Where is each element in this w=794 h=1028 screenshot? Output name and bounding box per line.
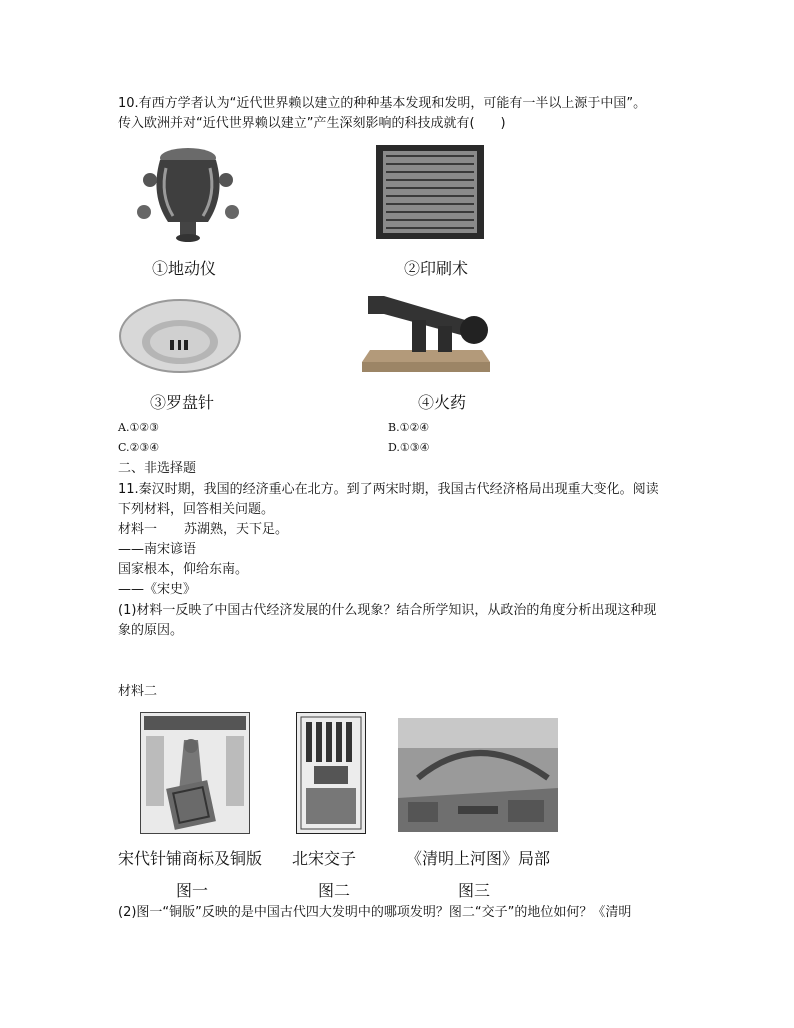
needle-shop-label-image: [140, 712, 250, 834]
compass-bowl-image: [118, 296, 242, 376]
caption-seismograph: ①地动仪: [152, 259, 217, 278]
sub-question-1-line1: (1)材料一反映了中国古代经济发展的什么现象？结合所学知识，从政治的角度分析出现这种现: [118, 603, 657, 618]
seismograph-image: [128, 140, 248, 245]
cannon-image: [362, 290, 490, 374]
caption-printing: ②印刷术: [404, 259, 469, 278]
material1-text: 苏湖熟，天下足。: [184, 522, 289, 537]
sub-question-1-line2: 象的原因。: [118, 623, 184, 638]
jiaozi-note-image: [296, 712, 366, 834]
material1-text2: 国家根本，仰给东南。: [118, 562, 249, 577]
option-c[interactable]: C.②③④: [118, 441, 160, 454]
figure1-label: 图一: [176, 881, 209, 900]
material1-source2: ——《宋史》: [118, 582, 197, 597]
q11-stem-line2: 下列材料，回答相关问题。: [118, 502, 275, 517]
q11-stem-line1: 11.秦汉时期，我国的经济重心在北方。到了两宋时期，我国古代经济格局出现重大变化。阅读: [118, 482, 659, 497]
figure3-label: 图三: [458, 881, 491, 900]
printing-block-image: [376, 145, 484, 239]
figure2-label: 图二: [318, 881, 351, 900]
figure2-caption: 北宋交子: [292, 849, 357, 868]
figure3-caption: 《清明上河图》局部: [406, 849, 551, 868]
section2-heading: 二、非选择题: [118, 461, 197, 476]
q10-stem-line1: 10.有西方学者认为“近代世界赖以建立的种种基本发现和发明，可能有一半以上源于中国”。: [118, 96, 647, 111]
figure1-caption: 宋代针铺商标及铜版: [118, 849, 263, 868]
option-a[interactable]: A.①②③: [118, 421, 160, 434]
material2-label: 材料二: [118, 684, 158, 699]
sub-question-2-line1: (2)图一“铜版”反映的是中国古代四大发明中的哪项发明？图二“交子”的地位如何？《清明: [118, 905, 632, 920]
painting-image: [398, 718, 558, 832]
option-b[interactable]: B.①②④: [388, 421, 430, 434]
q10-stem-line2: 传入欧洲并对“近代世界赖以建立”产生深刻影响的科技成就有( ): [118, 116, 506, 131]
caption-gunpowder: ④火药: [418, 393, 467, 412]
material1-source: ——南宋谚语: [118, 542, 197, 557]
caption-compass: ③罗盘针: [150, 393, 215, 412]
option-d[interactable]: D.①③④: [388, 441, 430, 454]
material1-label: 材料一: [118, 522, 158, 537]
